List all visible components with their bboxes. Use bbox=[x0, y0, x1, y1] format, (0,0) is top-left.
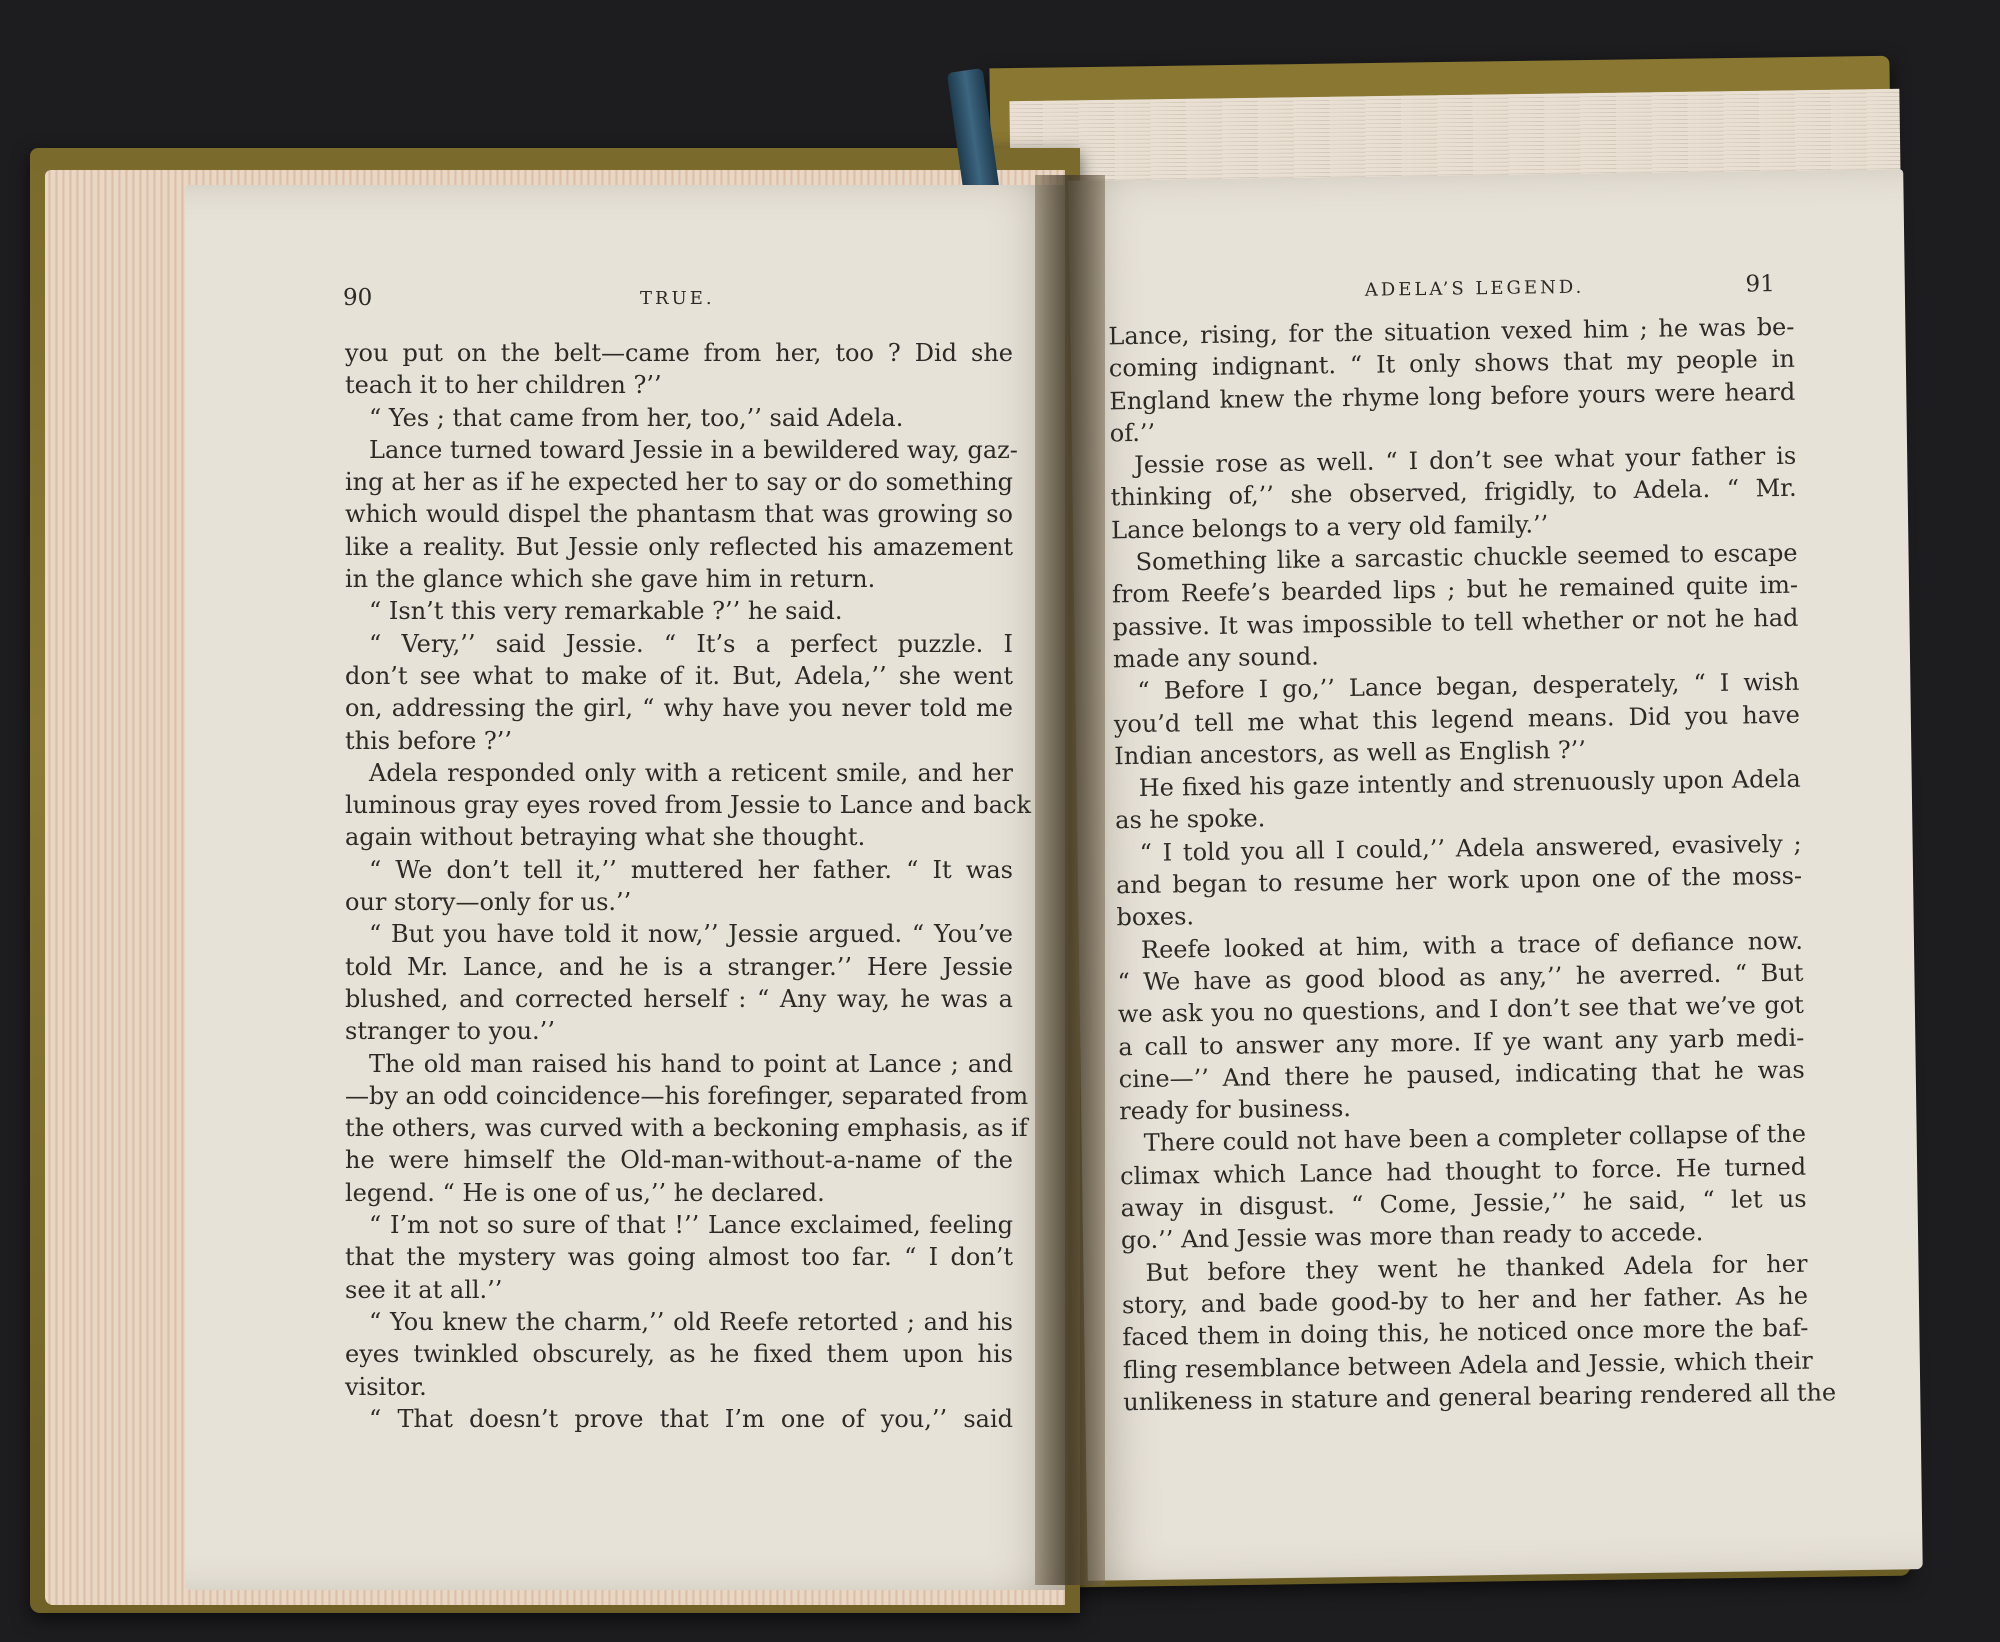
text-line: passive. It was impossible to tell whether or not he had bbox=[1112, 603, 1799, 641]
text-line: England knew the rhyme long before yours were heard bbox=[1109, 377, 1796, 415]
text-line: go.’’ And Jessie was more than ready to accede. bbox=[1120, 1218, 1704, 1255]
text-line: “ Very,’’ said Jessie. “ It’s a perfect puzzle. I bbox=[369, 629, 1013, 658]
text-line: Lance belongs to a very old family.’’ bbox=[1110, 510, 1549, 545]
text-line: which would dispel the phantasm that was growing so bbox=[345, 500, 1013, 529]
text-line: and began to resume her work upon one of the moss- bbox=[1115, 861, 1803, 900]
right-page-text bbox=[1108, 311, 1837, 1419]
text-line: visitor. bbox=[345, 1372, 427, 1401]
text-line: But before they went he thanked Adela for her bbox=[1145, 1249, 1808, 1287]
text-line: Lance, rising, for the situation vexed him ; he was be- bbox=[1108, 312, 1795, 351]
text-line: teach it to her children ?’’ bbox=[345, 371, 662, 400]
text-line: Indian ancestors, as well as English ?’’ bbox=[1114, 735, 1587, 771]
left-page-header bbox=[185, 285, 1065, 321]
text-line: you put on the belt—came from her, too ? Did she bbox=[345, 339, 1013, 367]
right-page-header bbox=[1070, 269, 1905, 317]
text-line: “ But you have told it now,’’ Jessie argued. “ You’ve bbox=[369, 920, 1013, 949]
text-line: on, addressing the girl, “ why have you never told me bbox=[345, 694, 1013, 723]
text-line: of.’’ bbox=[1109, 418, 1156, 448]
text-line: see it at all.’’ bbox=[345, 1275, 503, 1304]
text-line: “ Yes ; that came from her, too,’’ said Adela. bbox=[369, 403, 904, 432]
text-line: “ Before I go,’’ Lance began, desperately, “ I wish bbox=[1137, 668, 1800, 706]
text-line: you’d tell me what this legend means. Did you have bbox=[1113, 700, 1800, 738]
text-line: Reefe looked at him, with a trace of defiance now. bbox=[1140, 926, 1804, 964]
text-line: fling resemblance between Adela and Jessie, which their bbox=[1122, 1346, 1813, 1384]
text-line: “ That doesn’t prove that I’m one of you,’’ said bbox=[369, 1404, 1013, 1433]
text-line: he were himself the Old-man-without-a-name of the bbox=[345, 1146, 1013, 1175]
text-line: “ You knew the charm,’’ old Reefe retorted ; and his bbox=[369, 1307, 1013, 1336]
text-line: from Reefe’s bearded lips ; but he remained quite im- bbox=[1111, 571, 1799, 609]
text-line: Jessie rose as well. “ I don’t see what your father is bbox=[1134, 441, 1797, 480]
text-line: legend. “ He is one of us,’’ he declared. bbox=[345, 1178, 825, 1207]
text-line: boxes. bbox=[1116, 902, 1195, 932]
text-line: Adela responded only with a reticent smile, and her bbox=[369, 758, 1013, 787]
text-line: Something like a sarcastic chuckle seemed to escape bbox=[1135, 538, 1798, 577]
text-line: that the mystery was going almost too far. “ I don’t bbox=[345, 1243, 1013, 1272]
text-line: again without betraying what she thought. bbox=[345, 823, 866, 852]
text-line: luminous gray eyes roved from Jessie to Lance and back bbox=[345, 791, 1032, 820]
page-number: 91 bbox=[1745, 271, 1775, 298]
left-page bbox=[185, 185, 1065, 1590]
text-line: Lance turned toward Jessie in a bewildered way, gaz- bbox=[369, 435, 1018, 464]
text-line: ing at her as if he expected her to say or do something bbox=[345, 468, 1013, 497]
book-gutter bbox=[1035, 175, 1105, 1585]
text-line: blushed, and corrected herself : “ Any way, he was a bbox=[345, 984, 1013, 1013]
text-line: as he spoke. bbox=[1115, 804, 1266, 835]
text-line: don’t see what to make of it. But, Adela,’’ she went bbox=[345, 661, 1013, 690]
text-line: faced them in doing this, he noticed once more the baf- bbox=[1122, 1313, 1809, 1352]
text-line: climax which Lance had thought to force. He turned bbox=[1119, 1152, 1807, 1190]
text-line: stranger to you.’’ bbox=[345, 1017, 555, 1046]
page-number: 90 bbox=[343, 285, 373, 311]
text-line: cine—’’ And there he paused, indicating that he was bbox=[1118, 1055, 1805, 1094]
right-page bbox=[1068, 169, 1922, 1581]
text-line: the others, was curved with a beckoning emphasis, as if bbox=[345, 1114, 1028, 1143]
text-line: story, and bade good-by to her and her father. As he bbox=[1121, 1281, 1809, 1320]
text-line: The old man raised his hand to point at Lance ; and bbox=[369, 1049, 1013, 1078]
running-title: ADELA’S LEGEND. bbox=[1364, 276, 1585, 301]
text-line: unlikeness in stature and general bearing rendered all the bbox=[1123, 1378, 1837, 1417]
text-line: thinking of,’’ she observed, frigidly, to Adela. “ Mr. bbox=[1110, 474, 1797, 512]
text-line: we ask you no questions, and I don’t see that we’ve got bbox=[1117, 990, 1805, 1029]
text-line: ready for business. bbox=[1119, 1094, 1352, 1126]
text-line: eyes twinkled obscurely, as he fixed them upon his bbox=[345, 1340, 1013, 1369]
running-title: TRUE. bbox=[640, 288, 715, 309]
text-line: “ Isn’t this very remarkable ?’’ he said. bbox=[369, 597, 843, 626]
text-line: “ I’m not so sure of that !’’ Lance exclaimed, feeling bbox=[369, 1211, 1013, 1240]
text-line: “ I told you all I could,’’ Adela answered, evasively ; bbox=[1139, 829, 1802, 867]
left-page-text bbox=[345, 337, 1032, 1435]
text-line: —by an odd coincidence—his forefinger, separated from bbox=[345, 1081, 1029, 1110]
text-line: “ We have as good blood as any,’’ he averred. “ But bbox=[1117, 958, 1804, 997]
text-line: He fixed his gaze intently and strenuously upon Adela bbox=[1138, 764, 1801, 803]
text-line: There could not have been a completer collapse of the bbox=[1143, 1120, 1807, 1158]
text-line: this before ?’’ bbox=[345, 726, 513, 755]
text-line: our story—only for us.’’ bbox=[345, 888, 632, 917]
text-line: a call to answer any more. If ye want any yarb medi- bbox=[1118, 1023, 1805, 1061]
text-line: “ We don’t tell it,’’ muttered her father. “ It was bbox=[369, 855, 1013, 884]
text-line: told Mr. Lance, and he is a stranger.’’ Here Jessie bbox=[345, 952, 1013, 981]
text-line: made any sound. bbox=[1112, 642, 1320, 674]
text-line: away in disgust. “ Come, Jessie,’’ he said, “ let us bbox=[1120, 1184, 1807, 1223]
text-line: in the glance which she gave him in return. bbox=[345, 565, 876, 594]
text-line: like a reality. But Jessie only reflected his amazement bbox=[345, 532, 1013, 561]
text-line: coming indignant. “ It only shows that my people in bbox=[1108, 345, 1796, 383]
